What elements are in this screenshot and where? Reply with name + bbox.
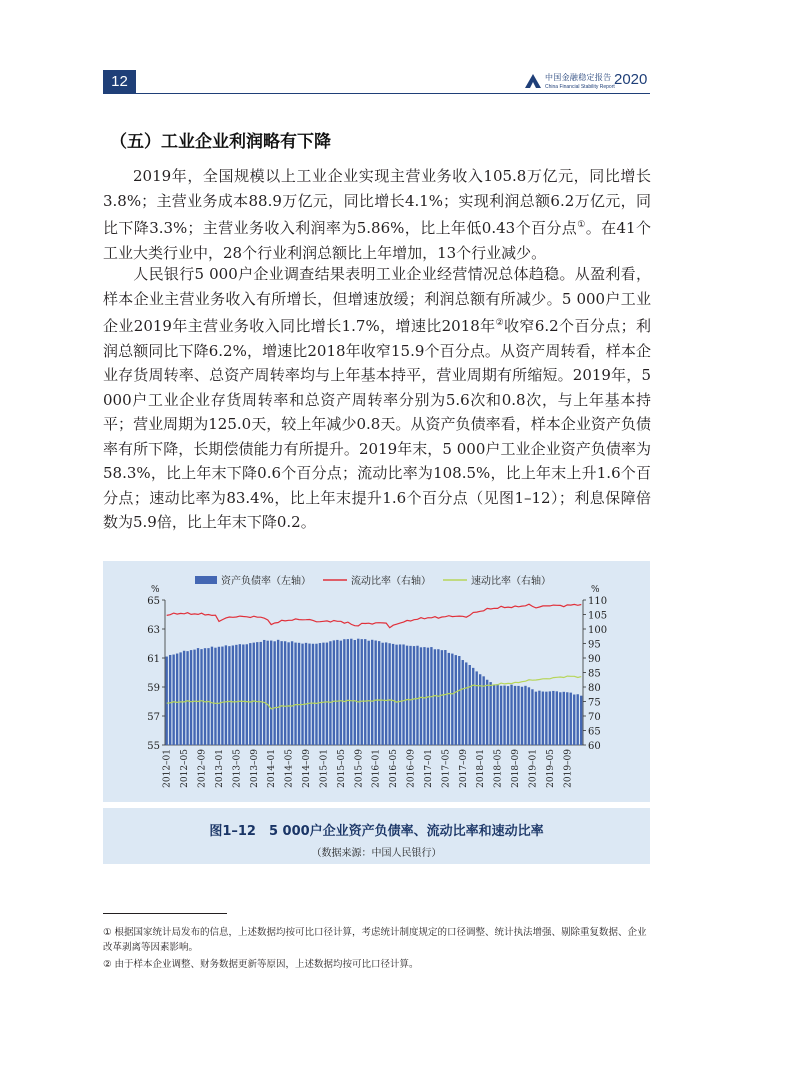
bar-debt-ratio bbox=[531, 689, 533, 745]
bar-debt-ratio bbox=[420, 647, 422, 745]
bar-debt-ratio bbox=[556, 691, 558, 745]
bar-debt-ratio bbox=[479, 674, 481, 745]
right-tick-label: 60 bbox=[588, 741, 601, 752]
bar-debt-ratio bbox=[263, 640, 265, 745]
footnote-1: ① 根据国家统计局发布的信息，上述数据均按可比口径计算，考虑统计制度规定的口径调整、统计执法增强、剔除重复数据、企业改革剥离等因素影响。 bbox=[103, 927, 647, 953]
x-tick-label: 2016–09 bbox=[406, 749, 417, 788]
paragraph-1-text: 2019年，全国规模以上工业企业实现主营业务收入105.8万亿元，同比增长3.8%；主营业务成本88.9万亿元，同比增长4.1%；实现利润总额6.2万亿元，同比下降3.3%；主营业务收入利润率为5.86%，比上年低0.43个百分点 bbox=[103, 167, 651, 237]
left-tick-label: 61 bbox=[147, 654, 160, 665]
x-tick-label: 2018–05 bbox=[493, 749, 504, 788]
bar-debt-ratio bbox=[458, 656, 460, 745]
x-tick-label: 2014–09 bbox=[302, 749, 313, 788]
bar-debt-ratio bbox=[183, 651, 185, 745]
bar-debt-ratio bbox=[336, 640, 338, 745]
bar-debt-ratio bbox=[260, 642, 262, 745]
bar-debt-ratio bbox=[538, 691, 540, 745]
bar-debt-ratio bbox=[340, 641, 342, 745]
bar-debt-ratio bbox=[218, 647, 220, 745]
left-tick-label: 55 bbox=[147, 741, 160, 752]
legend-label-current-ratio: 流动比率（右轴） bbox=[351, 576, 431, 587]
bar-debt-ratio bbox=[204, 648, 206, 745]
bar-debt-ratio bbox=[507, 686, 509, 745]
bar-debt-ratio bbox=[322, 643, 324, 745]
paragraph-1 bbox=[103, 164, 651, 265]
bar-debt-ratio bbox=[517, 686, 519, 745]
footnote-ref-1: ① bbox=[577, 220, 586, 230]
bar-debt-ratio bbox=[528, 687, 530, 745]
bar-debt-ratio bbox=[193, 650, 195, 745]
bar-debt-ratio bbox=[570, 693, 572, 745]
bar-debt-ratio bbox=[514, 686, 516, 745]
bar-debt-ratio bbox=[253, 643, 255, 745]
bar-debt-ratio bbox=[176, 654, 178, 745]
bar-debt-ratio bbox=[256, 642, 258, 745]
bar-debt-ratio bbox=[378, 641, 380, 745]
right-axis-unit: % bbox=[591, 585, 600, 595]
bar-debt-ratio bbox=[486, 680, 488, 745]
x-tick-label: 2017–01 bbox=[424, 749, 434, 788]
report-logo-icon bbox=[524, 73, 542, 89]
bar-debt-ratio bbox=[573, 695, 575, 745]
bar-debt-ratio bbox=[451, 654, 453, 745]
x-tick-label: 2018–01 bbox=[476, 749, 487, 788]
right-tick-label: 110 bbox=[588, 596, 608, 607]
bar-debt-ratio bbox=[329, 641, 331, 745]
bar-debt-ratio bbox=[287, 642, 289, 745]
bar-debt-ratio bbox=[273, 641, 275, 745]
bar-debt-ratio bbox=[364, 639, 366, 745]
bar-debt-ratio bbox=[580, 696, 582, 745]
x-tick-label: 2012–05 bbox=[180, 749, 191, 788]
legend-label-debt-ratio: 资产负债率（左轴） bbox=[221, 576, 311, 587]
footnote-2: ② 由于样本企业调整、财务数据更新等原因，上述数据均按可比口径计算。 bbox=[103, 959, 419, 970]
left-tick-label: 59 bbox=[147, 683, 160, 694]
page-number: 12 bbox=[103, 70, 136, 94]
left-tick-label: 65 bbox=[147, 596, 160, 607]
left-tick-label: 57 bbox=[147, 712, 160, 723]
bar-debt-ratio bbox=[493, 685, 495, 745]
bar-debt-ratio bbox=[559, 692, 561, 745]
bar-debt-ratio bbox=[166, 657, 168, 745]
chart-panel bbox=[103, 561, 650, 802]
bar-debt-ratio bbox=[333, 640, 335, 745]
bar-debt-ratio bbox=[294, 643, 296, 745]
bar-debt-ratio bbox=[500, 686, 502, 745]
bar-debt-ratio bbox=[409, 646, 411, 745]
bar-debt-ratio bbox=[510, 685, 512, 745]
x-tick-label: 2013–05 bbox=[232, 749, 243, 788]
bar-debt-ratio bbox=[308, 644, 310, 745]
bar-debt-ratio bbox=[423, 647, 425, 745]
bar-debt-ratio bbox=[277, 640, 279, 745]
bar-debt-ratio bbox=[392, 644, 394, 745]
bar-debt-ratio bbox=[214, 648, 216, 745]
bar-debt-ratio bbox=[357, 639, 359, 745]
x-tick-label: 2017–09 bbox=[458, 749, 469, 788]
bar-debt-ratio bbox=[496, 684, 498, 745]
right-tick-label: 105 bbox=[588, 610, 608, 622]
bar-debt-ratio bbox=[172, 655, 174, 745]
chart-svg bbox=[103, 561, 650, 802]
figure-source: （数据来源：中国人民银行） bbox=[311, 848, 442, 859]
bar-debt-ratio bbox=[416, 646, 418, 745]
x-tick-label: 2019–01 bbox=[528, 749, 539, 788]
bar-debt-ratio bbox=[476, 671, 478, 745]
bar-debt-ratio bbox=[385, 642, 387, 745]
bar-debt-ratio bbox=[270, 641, 272, 745]
bar-debt-ratio bbox=[186, 651, 188, 745]
right-tick-label: 70 bbox=[588, 712, 601, 723]
bar-debt-ratio bbox=[465, 662, 467, 745]
bar-debt-ratio bbox=[301, 644, 303, 745]
bar-debt-ratio bbox=[577, 694, 579, 745]
bar-debt-ratio bbox=[305, 643, 307, 745]
legend-swatch-debt-ratio bbox=[195, 576, 217, 584]
x-tick-label: 2015–05 bbox=[336, 749, 347, 788]
bar-debt-ratio bbox=[402, 644, 404, 745]
bar-debt-ratio bbox=[552, 691, 554, 745]
paragraph-2-text-b: 收窄6.2个百分点；利润总额同比下降6.2%，增速比2018年收窄15.9个百分点。从资产周转看，样本企业存货周转率、总资产周转率均与上年基本持平，营业周期有所缩短。2019年，5 000户工业企业存货周转率和总资产周转率分别为5.6次和0.8次，与上年基本持平；营业周期为125.0天，较上年减少0.8天。从资产负债率看，样本企业资产负债率有所下降，长期偿债能力有所提升。2019年末，5 000户工业企业资产负债率为58.3%，比上年末下降0.6个百分点；流动比率为108.5%，比上年末上升1.6个百分点；速动比率为83.4%，比上年末提升1.6个百分点（见图1–12）；利息保障倍数为5.9倍，比上年末下降0.2。 bbox=[103, 317, 651, 531]
paragraph-2 bbox=[103, 262, 651, 535]
x-tick-label: 2019–09 bbox=[563, 749, 574, 788]
x-tick-label: 2014–01 bbox=[267, 749, 278, 788]
x-tick-label: 2015–09 bbox=[354, 749, 365, 788]
right-tick-label: 85 bbox=[588, 668, 601, 680]
bar-debt-ratio bbox=[406, 646, 408, 745]
bar-debt-ratio bbox=[434, 649, 436, 745]
right-tick-label: 75 bbox=[588, 697, 601, 709]
bar-debt-ratio bbox=[211, 647, 213, 745]
bar-debt-ratio bbox=[249, 643, 251, 745]
bar-debt-ratio bbox=[521, 687, 523, 745]
report-title-cn: 中国金融稳定报告 bbox=[545, 73, 612, 82]
bar-debt-ratio bbox=[239, 644, 241, 745]
section-title: （五）工业企业利润略有下降 bbox=[110, 132, 331, 152]
line-current-ratio bbox=[167, 604, 582, 628]
bar-debt-ratio bbox=[395, 645, 397, 745]
bar-debt-ratio bbox=[524, 686, 526, 745]
x-tick-label: 2015–01 bbox=[319, 749, 330, 788]
bar-debt-ratio bbox=[503, 686, 505, 745]
x-tick-label: 2016–01 bbox=[371, 749, 382, 788]
right-tick-label: 95 bbox=[588, 639, 601, 651]
bar-debt-ratio bbox=[350, 639, 352, 745]
bar-debt-ratio bbox=[284, 641, 286, 745]
header-rule bbox=[103, 93, 650, 94]
bar-debt-ratio bbox=[462, 660, 464, 745]
x-tick-label: 2014–05 bbox=[284, 749, 295, 788]
bar-debt-ratio bbox=[563, 692, 565, 745]
bar-debt-ratio bbox=[280, 641, 282, 745]
right-tick-label: 90 bbox=[588, 654, 601, 665]
bar-debt-ratio bbox=[343, 639, 345, 745]
bar-debt-ratio bbox=[246, 644, 248, 745]
x-tick-label: 2013–09 bbox=[249, 749, 260, 788]
bar-debt-ratio bbox=[319, 643, 321, 745]
left-tick-label: 63 bbox=[147, 625, 160, 636]
bar-debt-ratio bbox=[228, 646, 230, 745]
bar-debt-ratio bbox=[225, 645, 227, 745]
bar-debt-ratio bbox=[298, 643, 300, 745]
bar-debt-ratio bbox=[535, 692, 537, 745]
bar-debt-ratio bbox=[368, 641, 370, 745]
bar-debt-ratio bbox=[542, 692, 544, 745]
bar-debt-ratio bbox=[347, 639, 349, 745]
left-axis-unit: % bbox=[151, 585, 160, 595]
paragraph-1-tail: 。在41个工业大类行业中，28个行业利润总额比上年增加，13个行业减少。 bbox=[103, 219, 651, 262]
figure-caption: 图1–12 5 000户企业资产负债率、流动比率和速动比率 bbox=[209, 824, 544, 839]
bar-debt-ratio bbox=[472, 668, 474, 745]
x-tick-label: 2016–05 bbox=[389, 749, 400, 788]
bar-debt-ratio bbox=[190, 650, 192, 745]
footnote-ref-2: ② bbox=[495, 318, 505, 328]
bar-debt-ratio bbox=[371, 640, 373, 745]
report-year: 2020 bbox=[614, 71, 648, 88]
right-tick-label: 65 bbox=[588, 726, 601, 738]
x-tick-label: 2018–09 bbox=[511, 749, 522, 788]
x-tick-label: 2012–01 bbox=[162, 749, 173, 788]
bar-debt-ratio bbox=[455, 655, 457, 745]
bar-debt-ratio bbox=[361, 639, 363, 745]
bar-debt-ratio bbox=[441, 650, 443, 745]
x-tick-label: 2012–09 bbox=[197, 749, 208, 788]
bar-debt-ratio bbox=[312, 644, 314, 745]
bar-debt-ratio bbox=[235, 645, 237, 745]
bar-debt-ratio bbox=[375, 641, 377, 745]
bar-debt-ratio bbox=[381, 643, 383, 745]
bar-debt-ratio bbox=[315, 644, 317, 745]
bar-debt-ratio bbox=[549, 691, 551, 745]
bar-debt-ratio bbox=[242, 644, 244, 745]
paragraph-2-text-a: 人民银行5 000户企业调查结果表明工业企业经营情况总体趋稳。从盈利看，样本企业主营业务收入有所增长，但增速放缓；利润总额有所减少。5 000户工业企业2019年主营业务收入同比增长1.7%，增速比2018年 bbox=[103, 265, 651, 335]
legend-label-quick-ratio: 速动比率（右轴） bbox=[471, 576, 551, 587]
x-tick-label: 2019–05 bbox=[545, 749, 556, 788]
bar-debt-ratio bbox=[437, 649, 439, 745]
bar-debt-ratio bbox=[566, 692, 568, 745]
bar-debt-ratio bbox=[200, 649, 202, 745]
bar-debt-ratio bbox=[469, 665, 471, 745]
bar-debt-ratio bbox=[326, 643, 328, 745]
bar-debt-ratio bbox=[291, 641, 293, 745]
bar-debt-ratio bbox=[207, 648, 209, 745]
bar-debt-ratio bbox=[267, 641, 269, 745]
footnote-rule bbox=[103, 913, 227, 914]
bar-debt-ratio bbox=[197, 648, 199, 745]
report-title-en: China Financial Stability Report bbox=[545, 84, 615, 90]
bar-debt-ratio bbox=[444, 650, 446, 745]
bar-debt-ratio bbox=[179, 652, 181, 745]
bar-debt-ratio bbox=[489, 682, 491, 745]
bar-debt-ratio bbox=[388, 643, 390, 745]
right-tick-label: 80 bbox=[588, 683, 601, 694]
bar-debt-ratio bbox=[232, 645, 234, 745]
bar-debt-ratio bbox=[354, 640, 356, 745]
bar-debt-ratio bbox=[399, 644, 401, 745]
bar-debt-ratio bbox=[545, 692, 547, 745]
bar-debt-ratio bbox=[221, 647, 223, 745]
bar-debt-ratio bbox=[448, 653, 450, 745]
x-tick-label: 2013–01 bbox=[215, 749, 225, 788]
bar-debt-ratio bbox=[413, 646, 415, 745]
right-tick-label: 100 bbox=[588, 625, 608, 636]
bar-debt-ratio bbox=[169, 655, 171, 745]
x-tick-label: 2017–05 bbox=[441, 749, 452, 788]
figure-caption-panel bbox=[103, 808, 650, 864]
